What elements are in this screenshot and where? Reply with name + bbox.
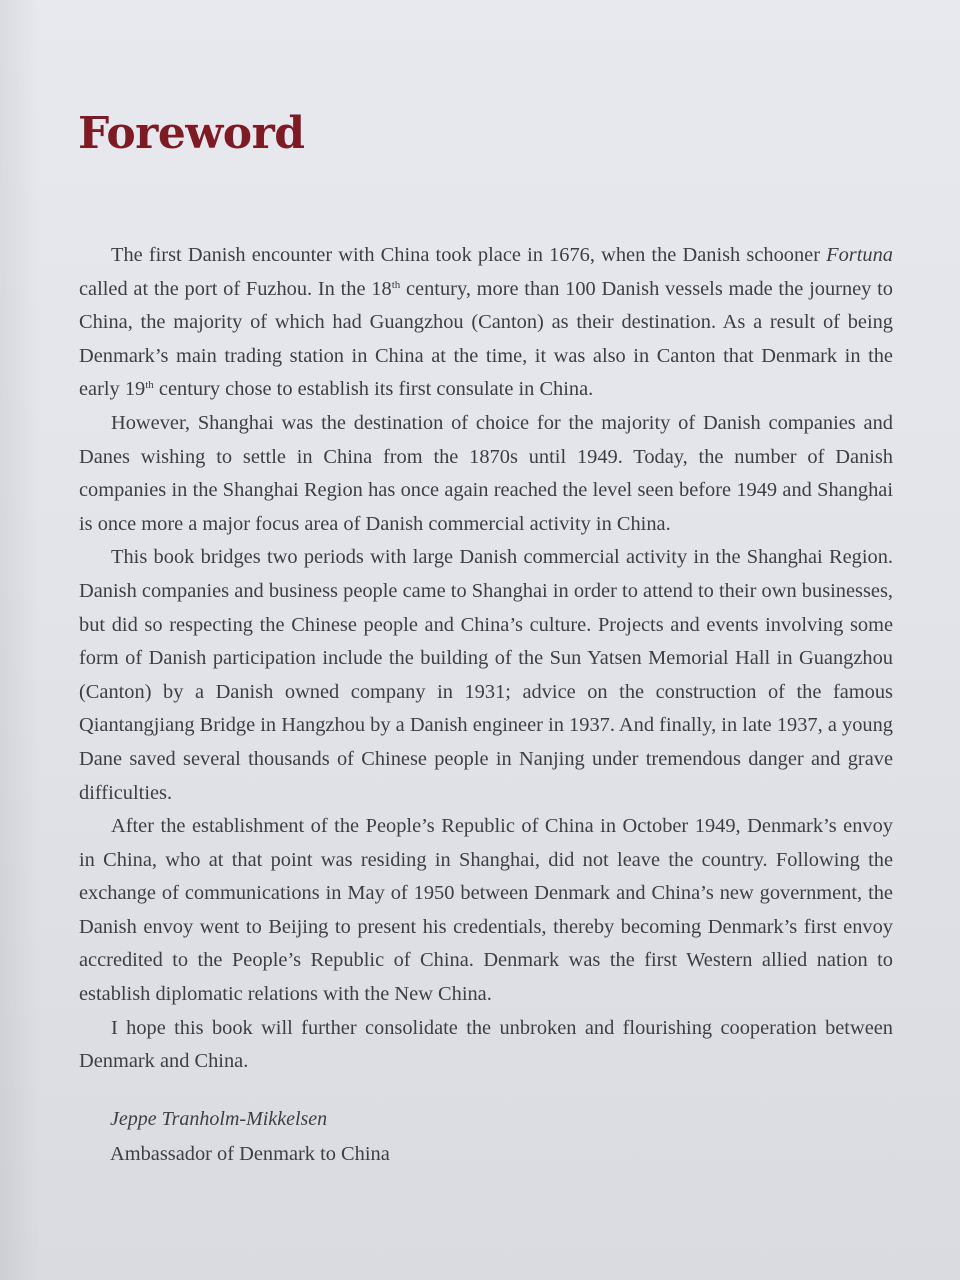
- paragraph-3: This book bridges two periods with large Danish commercial activity in the Shanghai Region. Danish companies and business people came to Shanghai in order to attend to their own businesses, but did so respecting the Chinese people and China’s culture. Projects and events involving some form of Danish participation include the building of the Sun Yatsen Memorial Hall in Guangzhou (Canton) by a Danish owned company in 1931; advice on the construction of the famous Qiantangjiang Bridge in Hangzhou by a Danish engineer in 1937. And finally, in late 1937, a young Dane saved several thousands of Chinese people in Nanjing under tremendous danger and grave difficulties.: [79, 546, 893, 804]
- page-title: Foreword: [78, 108, 305, 159]
- paragraph-5: I hope this book will further consolidate the unbroken and flourishing cooperation between Denmark and China.: [79, 1016, 893, 1073]
- page-shadow: [0, 0, 40, 1280]
- paragraph-1-text-c: called at the port of Fuzhou. In the 18: [79, 277, 392, 300]
- foreword-body: [79, 239, 893, 1079]
- paragraph-1-text-g: century chose to establish its first consulate in China.: [153, 378, 594, 401]
- signature-name: Jeppe Tranholm-Mikkelsen: [110, 1108, 328, 1130]
- ship-name: Fortuna: [826, 244, 893, 266]
- paragraph-4: After the establishment of the People’s Republic of China in October 1949, Denmark’s envoy in China, who at that point was residing in Shanghai, did not leave the country. Following the exchange of communications in May of 1950 between Denmark and China’s new government, the Danish envoy went to Beijing to present his credentials, thereby becoming Denmark’s first envoy accredited to the People’s Republic of China. Denmark was the first Western allied nation to establish diplomatic relations with the New China.: [79, 815, 893, 1006]
- paragraph-1-text-e: century, more than 100 Danish vessels made the journey to China, the majority of which had Guangzhou (Canton) as their destination. As a result of being Denmark’s main trading station in China at the time, it was also in Canton that Denmark in the early 19: [79, 277, 893, 401]
- paragraph-1-text-a: The first Danish encounter with China took place in 1676, when the Danish schooner: [111, 244, 827, 266]
- signature-role: Ambassador of Denmark to China: [110, 1143, 390, 1165]
- paragraph-2: However, Shanghai was the destination of choice for the majority of Danish companies and Danes wishing to settle in China from the 1870s until 1949. Today, the number of Danish companies in the Shanghai Region has once again reached the level seen before 1949 and Shanghai is once more a major focus area of Danish commercial activity in China.: [79, 411, 893, 535]
- ordinal-suffix: th: [145, 379, 154, 392]
- paragraph-1: [79, 239, 893, 407]
- ordinal-suffix: th: [391, 278, 401, 291]
